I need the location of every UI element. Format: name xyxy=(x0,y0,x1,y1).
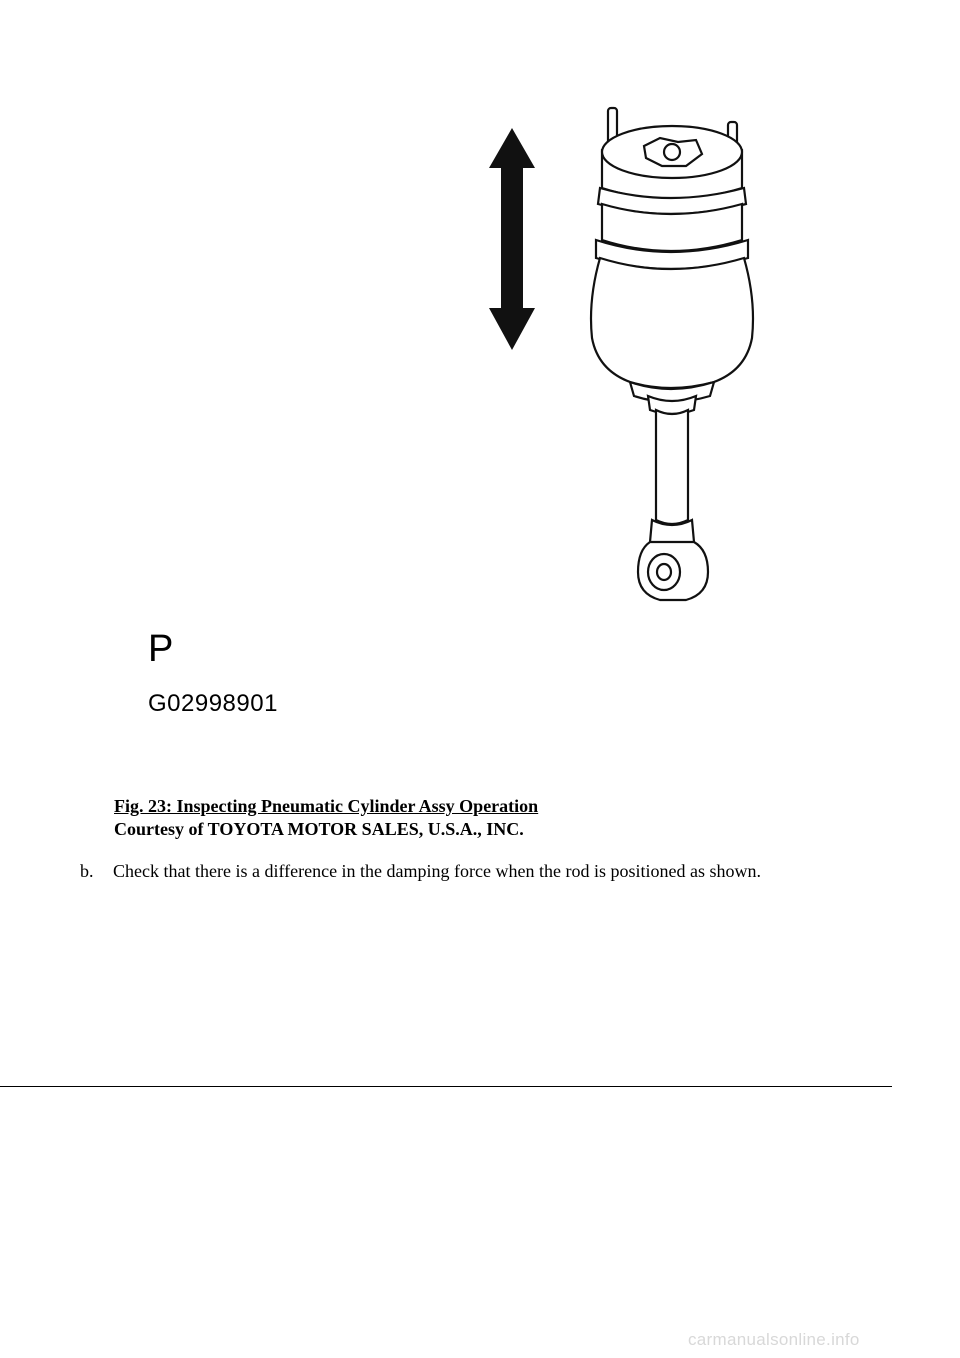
figure-credit: Courtesy of TOYOTA MOTOR SALES, U.S.A., INC. xyxy=(114,819,524,839)
figure-illustration xyxy=(130,80,830,620)
procedure-step xyxy=(80,860,900,883)
figure-code: G02998901 xyxy=(148,690,278,717)
double-vertical-arrow-icon xyxy=(489,128,535,350)
watermark: carmanualsonline.info xyxy=(688,1330,860,1349)
figure xyxy=(130,80,830,730)
figure-caption xyxy=(114,795,538,841)
figure-title: Fig. 23: Inspecting Pneumatic Cylinder Assy Operation xyxy=(114,796,539,816)
figure-view-letter: P xyxy=(148,628,174,670)
step-text: Check that there is a difference in the damping force when the rod is positioned as shown. xyxy=(113,861,761,881)
step-marker: b. xyxy=(80,861,94,881)
pneumatic-cylinder-illustration xyxy=(591,108,753,600)
page-divider xyxy=(0,1086,892,1087)
